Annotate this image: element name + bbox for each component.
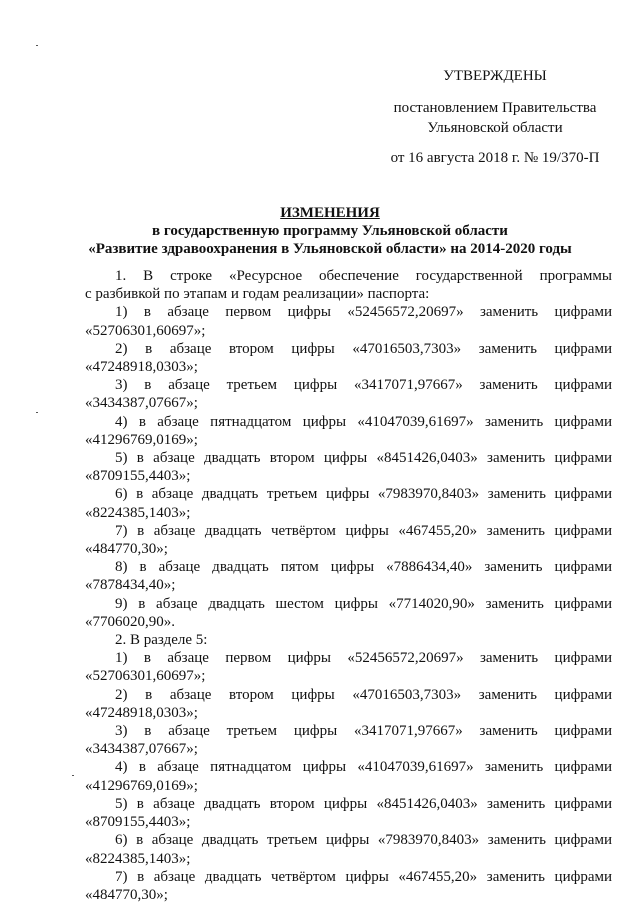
amendment-item-continuation: «7878434,40»; xyxy=(85,577,176,594)
amendment-item-continuation: «8224385,1403»; xyxy=(85,504,191,521)
amendment-item-continuation: «7706020,90». xyxy=(85,613,175,630)
amendment-item-continuation: «47248918,0303»; xyxy=(85,704,198,721)
amendment-item-continuation: «8709155,4403»; xyxy=(85,814,191,831)
amendment-item-first-line: 3) в абзаце третьем цифры «3417071,97667» заменить цифрами xyxy=(115,723,612,740)
amendment-item-first-line: 1) в абзаце первом цифры «52456572,20697» заменить цифрами xyxy=(115,650,612,667)
amendment-item-continuation: «484770,30»; xyxy=(85,886,168,903)
document-subtitle-line: в государственную программу Ульяновской области xyxy=(152,223,508,239)
amendment-item-continuation: «3434387,07667»; xyxy=(85,741,198,758)
amendment-item-first-line: 1. В строке «Ресурсное обеспечение государственной программы xyxy=(115,268,612,284)
approval-authority xyxy=(380,98,610,138)
amendment-item-continuation: «41296769,0169»; xyxy=(85,431,198,448)
amendment-item-continuation: «3434387,07667»; xyxy=(85,395,198,412)
amendment-item-first-line: 6) в абзаце двадцать третьем цифры «7983970,8403» заменить цифрами xyxy=(115,486,612,503)
amendment-item-first-line: 6) в абзаце двадцать третьем цифры «7983970,8403» заменить цифрами xyxy=(115,832,612,849)
amendment-item-first-line: 1) в абзаце первом цифры «52456572,20697» заменить цифрами xyxy=(115,304,612,321)
amendment-item-continuation: «52706301,60697»; xyxy=(85,322,206,339)
amendment-item-first-line: 4) в абзаце пятнадцатом цифры «41047039,61697» заменить цифрами xyxy=(115,413,612,430)
amendment-item-first-line: 8) в абзаце двадцать пятом цифры «7886434,40» заменить цифрами xyxy=(115,559,612,576)
amendment-item-first-line: 4) в абзаце пятнадцатом цифры «41047039,61697» заменить цифрами xyxy=(115,759,612,776)
approval-authority-line: постановлением Правительства xyxy=(393,100,597,116)
amendment-item-first-line: 5) в абзаце двадцать втором цифры «8451426,0403» заменить цифрами xyxy=(115,795,612,812)
amendment-item-first-line: 7) в абзаце двадцать четвёртом цифры «467455,20» заменить цифрами xyxy=(115,522,612,539)
amendment-item-continuation: «8709155,4403»; xyxy=(85,468,191,485)
amendment-item-first-line: 2. В разделе 5: xyxy=(115,632,208,649)
amendment-item-first-line: 9) в абзаце двадцать шестом цифры «7714020,90» заменить цифрами xyxy=(115,595,612,612)
amendment-item-first-line: 5) в абзаце двадцать втором цифры «8451426,0403» заменить цифрами xyxy=(115,450,612,467)
amendment-item-first-line: 2) в абзаце втором цифры «47016503,7303» заменить цифрами xyxy=(115,340,612,357)
scan-speck xyxy=(36,45,38,46)
amendment-item-continuation: «8224385,1403»; xyxy=(85,850,191,867)
document-title: ИЗМЕНЕНИЯ xyxy=(280,205,380,221)
amendment-item-continuation: с разбивкой по этапам и годам реализации» паспорта: xyxy=(85,286,430,303)
scan-speck xyxy=(36,412,38,413)
amendment-item-continuation: «47248918,0303»; xyxy=(85,359,198,376)
scan-speck xyxy=(72,775,74,776)
amendment-item-first-line: 2) в абзаце втором цифры «47016503,7303» заменить цифрами xyxy=(115,686,612,703)
document-body xyxy=(85,267,612,904)
document-subtitle-line: «Развитие здравоохранения в Ульяновской области» на 2014-2020 годы xyxy=(88,241,572,257)
amendment-item-continuation: «484770,30»; xyxy=(85,541,168,558)
amendment-item-continuation: «41296769,0169»; xyxy=(85,777,198,794)
amendment-item-first-line: 3) в абзаце третьем цифры «3417071,97667» заменить цифрами xyxy=(115,377,612,394)
amendment-item-first-line: 7) в абзаце двадцать четвёртом цифры «467455,20» заменить цифрами xyxy=(115,868,612,885)
approval-authority-line: Ульяновской области xyxy=(427,120,563,136)
approval-stamp-title: УТВЕРЖДЕНЫ xyxy=(443,68,547,84)
amendment-item-continuation: «52706301,60697»; xyxy=(85,668,206,685)
approval-date: от 16 августа 2018 г. № 19/370-П xyxy=(390,150,600,166)
